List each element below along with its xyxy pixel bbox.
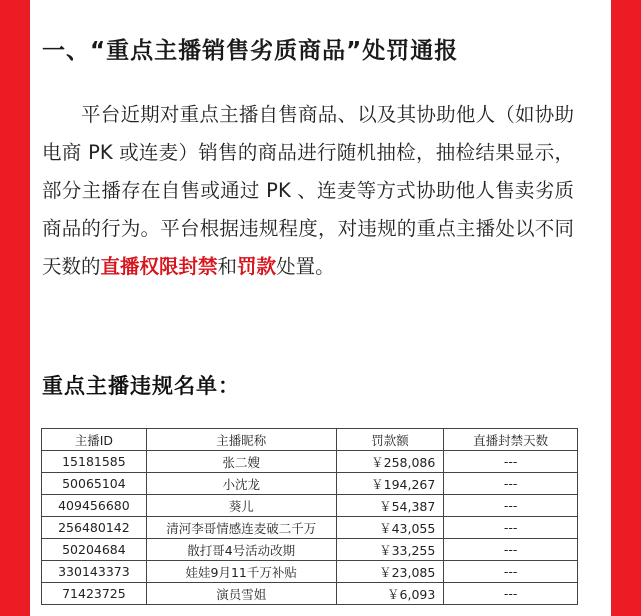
cell-streamer-name: 葵儿	[146, 495, 336, 517]
header-streamer-name: 主播昵称	[146, 429, 336, 451]
cell-fine-amount: ￥54,387	[336, 495, 444, 517]
table-row	[42, 561, 578, 583]
cell-streamer-name: 娃娃9月11千万补贴	[146, 561, 336, 583]
header-ban-days: 直播封禁天数	[444, 429, 578, 451]
cell-ban-days: ---	[444, 517, 578, 539]
cell-streamer-id: 330143373	[42, 561, 147, 583]
paragraph-text-after: 处置。	[276, 255, 335, 278]
cell-ban-days: ---	[444, 539, 578, 561]
cell-streamer-name: 散打哥4号活动改期	[146, 539, 336, 561]
cell-streamer-name: 张二嫂	[146, 451, 336, 473]
cell-fine-amount: ￥258,086	[336, 451, 444, 473]
cell-ban-days: ---	[444, 583, 578, 605]
cell-streamer-id: 71423725	[42, 583, 147, 605]
cell-ban-days: ---	[444, 495, 578, 517]
cell-ban-days: ---	[444, 561, 578, 583]
cell-streamer-name: 小沈龙	[146, 473, 336, 495]
paragraph-conjunction: 和	[217, 255, 238, 278]
cell-streamer-id: 15181585	[42, 451, 147, 473]
table-row	[42, 451, 578, 473]
cell-fine-amount: ￥33,255	[336, 539, 444, 561]
table-row	[42, 517, 578, 539]
table-header-row	[42, 429, 578, 451]
violation-list-title: 重点主播违规名单：	[42, 374, 240, 398]
cell-ban-days: ---	[444, 473, 578, 495]
header-fine-amount: 罚款额	[336, 429, 444, 451]
cell-streamer-id: 256480142	[42, 517, 147, 539]
cell-streamer-name: 演员雪姐	[146, 583, 336, 605]
cell-fine-amount: ￥43,055	[336, 517, 444, 539]
cell-fine-amount: ￥6,093	[336, 583, 444, 605]
cell-ban-days: ---	[444, 451, 578, 473]
header-streamer-id: 主播ID	[42, 429, 147, 451]
cell-fine-amount: ￥23,085	[336, 561, 444, 583]
table-row	[42, 539, 578, 561]
cell-streamer-name: 清河李哥情感连麦破二千万	[146, 517, 336, 539]
notice-heading: 一、“重点主播销售劣质商品”处罚通报	[42, 38, 459, 64]
table-row	[42, 583, 578, 605]
table-row	[42, 473, 578, 495]
highlight-live-ban: 直播权限封禁	[100, 255, 218, 278]
paragraph-text-before: 平台近期对重点主播自售商品、以及其协助他人（如协助电商 PK 或连麦）销售的商品进行随机抽检，抽检结果显示，部分主播存在自售或通过 PK 、连麦等方式协助他人售卖劣质商品的行为。平台根据违规程度，对违规的重点主播处以不同天数的	[42, 103, 574, 278]
table-row	[42, 495, 578, 517]
notice-paragraph	[42, 96, 574, 286]
cell-streamer-id: 50204684	[42, 539, 147, 561]
cell-streamer-id: 409456680	[42, 495, 147, 517]
highlight-fine: 罚款	[237, 255, 277, 278]
cell-streamer-id: 50065104	[42, 473, 147, 495]
cell-fine-amount: ￥194,267	[336, 473, 444, 495]
violation-table	[41, 428, 578, 605]
